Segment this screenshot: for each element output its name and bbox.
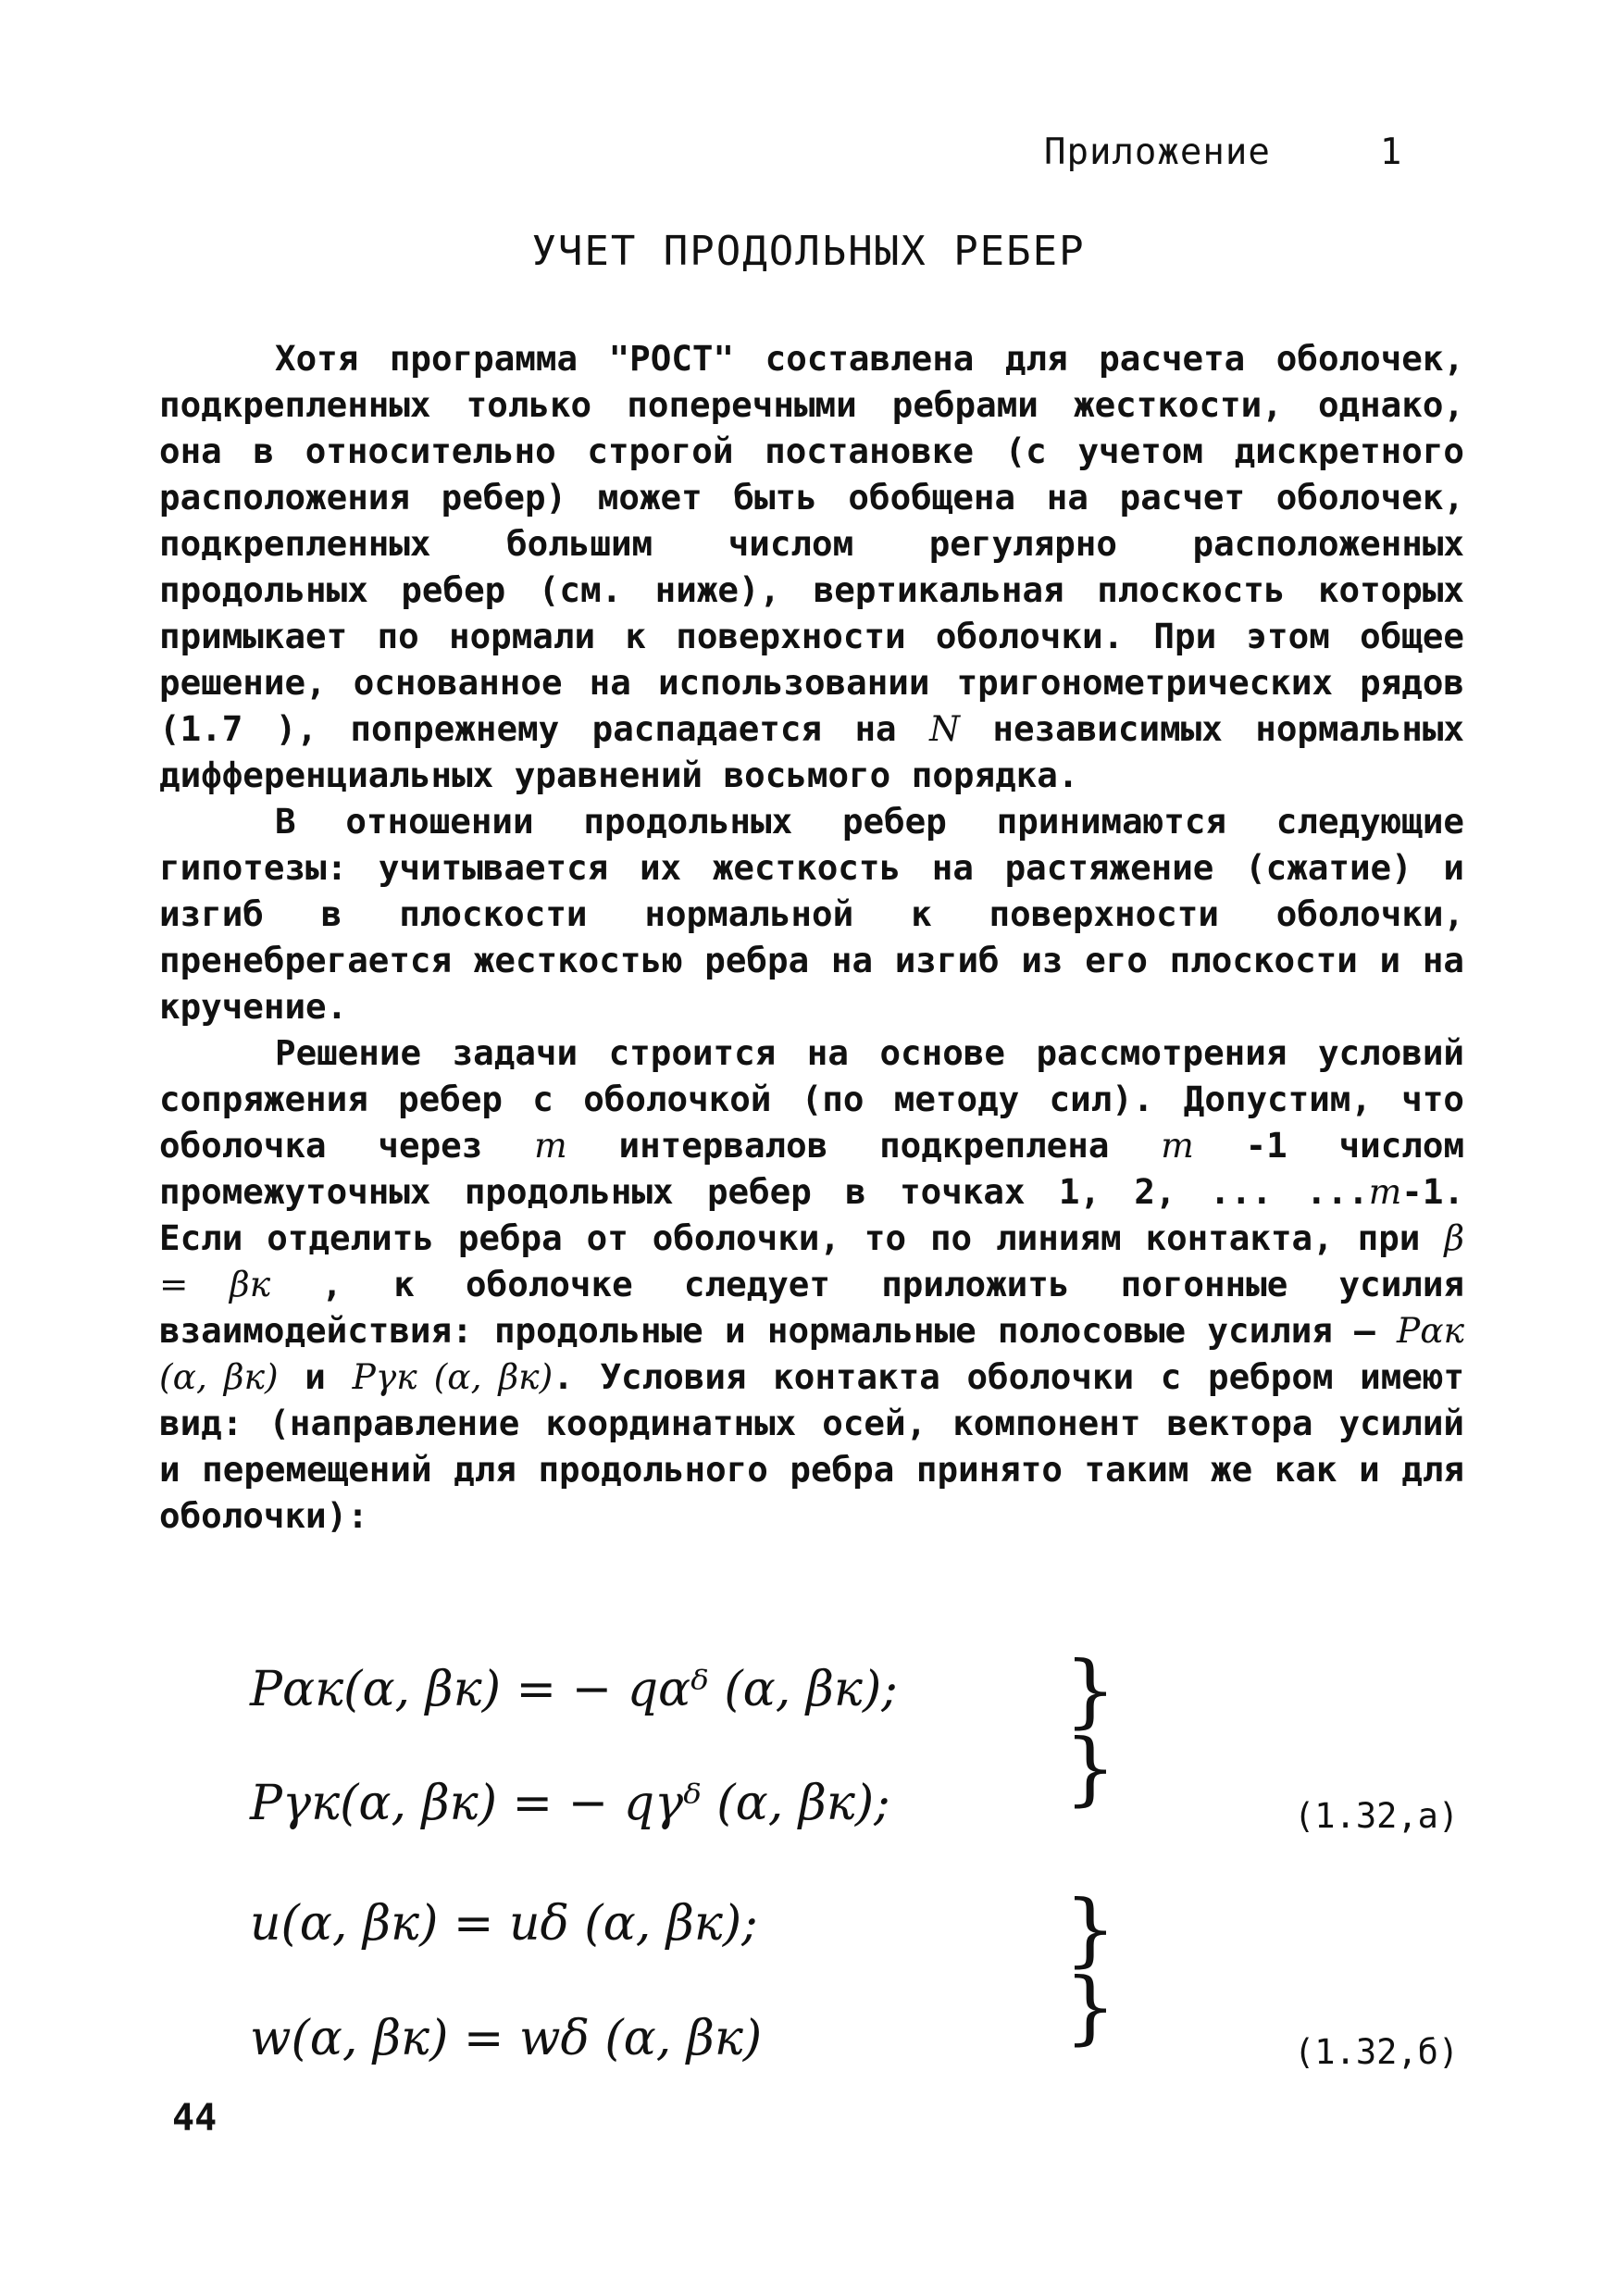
p3-part-g: . Условия контакта оболочки с ребром имеют вид: (направление координатных осей, компонент вектора усилий и перемещений для продольного ребра принято таким же как и для оболочки): [159, 1356, 1465, 1536]
page-number: 44 [172, 2097, 218, 2140]
symbol-m: m [534, 1125, 567, 1166]
header-label: Приложение [1044, 131, 1271, 173]
equation-4: w(α, βк) = wδ (α, βк) [250, 2011, 763, 2066]
equation-label-a: (1.32,а) [1294, 1796, 1460, 1836]
body-text [159, 335, 1464, 1539]
paragraph-1 [159, 335, 1464, 798]
force-p-gamma: Pγк (α, βк) [352, 1356, 554, 1397]
page-header [1044, 131, 1402, 173]
right-brace-a: } } [1064, 1642, 1116, 1816]
symbol-m: m [1161, 1125, 1194, 1166]
equation-1: Pαк(α, βк) = − qαᵟ (α, βк); [250, 1662, 898, 1717]
p3-part-e: , к оболочке следует приложить погонные усилия взаимодействия: продольные и нормальные полосовые усилия – [159, 1264, 1465, 1351]
p3-part-a: Решение задачи строится на основе рассмотрения условий сопряжения ребер с оболочкой (по методу сил). Допустим, что оболочка через [159, 1032, 1464, 1166]
p3-part-c: -1 числом промежуточных продольных ребер в точках 1, 2, ... ... [159, 1125, 1465, 1212]
equation-label-b: (1.32,б) [1294, 2032, 1460, 2072]
p3-part-d: -1. Если отделить ребра от оболочки, то по линиям контакта, при [159, 1171, 1464, 1258]
equation-3: u(α, βк) = uδ (α, βк); [250, 1896, 758, 1952]
appendix-number: 1 [1379, 131, 1403, 173]
paragraph-3 [159, 1029, 1464, 1539]
paragraph-2: В отношении продольных ребер принимаются следующие гипотезы: учитывается их жесткость на растяжение (сжатие) и изгиб в плоскости нормальной к поверхности оболочки, пренебрегается жесткостью ребра на изгиб из его плоскости и на кручение. [159, 801, 1464, 1027]
conjunction: и [305, 1356, 326, 1397]
symbol-m: m [1368, 1171, 1402, 1212]
p3-part-b: интервалов подкреплена [618, 1125, 1110, 1166]
contact-condition: β = βк [159, 1217, 1464, 1304]
symbol-n: N [929, 708, 960, 749]
paragraph-1-tail: независимых нормальных дифференциальных уравнений восьмого порядка. [159, 708, 1465, 795]
section-title: УЧЕТ ПРОДОЛЬНЫХ РЕБЕР [531, 228, 1086, 275]
equation-2: Pγк(α, βк) = − qγᵟ (α, βк); [250, 1776, 890, 1831]
right-brace-b: } } [1064, 1881, 1116, 2054]
paragraph-1-text: Хотя программа "РОСТ" составлена для расчета оболочек, подкрепленных только поперечными ребрами жесткости, однако, она в относительно строгой постановке (с учетом дискретного расположения ребер) может быть обобщена на расчет оболочек, подкрепленных большим числом регулярно расположенных продольных ребер (см. ниже), вертикальная плоскость которых примыкает по нормали к поверхности оболочки. При этом общее решение, основанное на использовании тригонометрических рядов (1.7 ), попрежнему распадается на [159, 338, 1464, 749]
force-p-alpha: Pαк (α, βк) [159, 1310, 1464, 1397]
